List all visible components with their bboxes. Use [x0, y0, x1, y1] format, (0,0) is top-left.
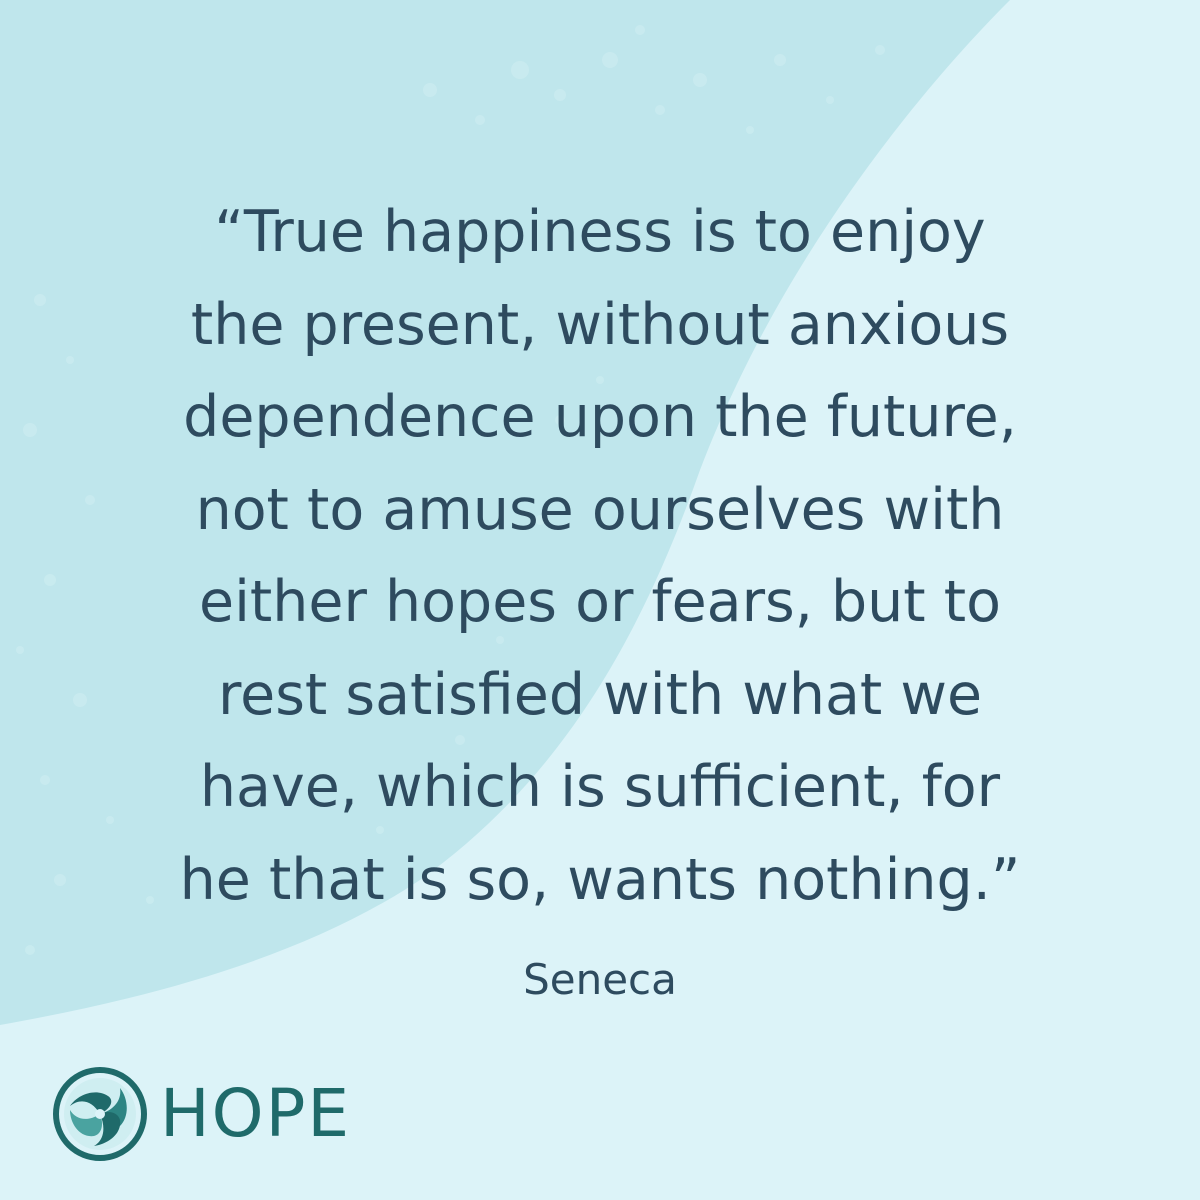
quote-author: Seneca	[523, 955, 677, 1004]
brand-name: HOPE	[160, 1075, 352, 1152]
swirl-circle-icon	[50, 1064, 150, 1164]
quote-line: rest satisfied with what we	[217, 661, 983, 728]
brand-logo	[50, 1064, 351, 1164]
quote-line: have, which is sufficient, for	[199, 754, 1001, 820]
quote-line: either hopes or fears, but to	[199, 569, 1001, 635]
quote-text	[60, 186, 1140, 926]
quote-line: “True happiness is to enjoy	[214, 199, 986, 265]
quote-line: the present, without anxious	[190, 291, 1010, 358]
quote-line: he that is so, wants nothing.”	[179, 846, 1021, 913]
quote-line: not to amuse ourselves with	[195, 476, 1005, 543]
quote-line: dependence upon the future,	[183, 384, 1017, 450]
